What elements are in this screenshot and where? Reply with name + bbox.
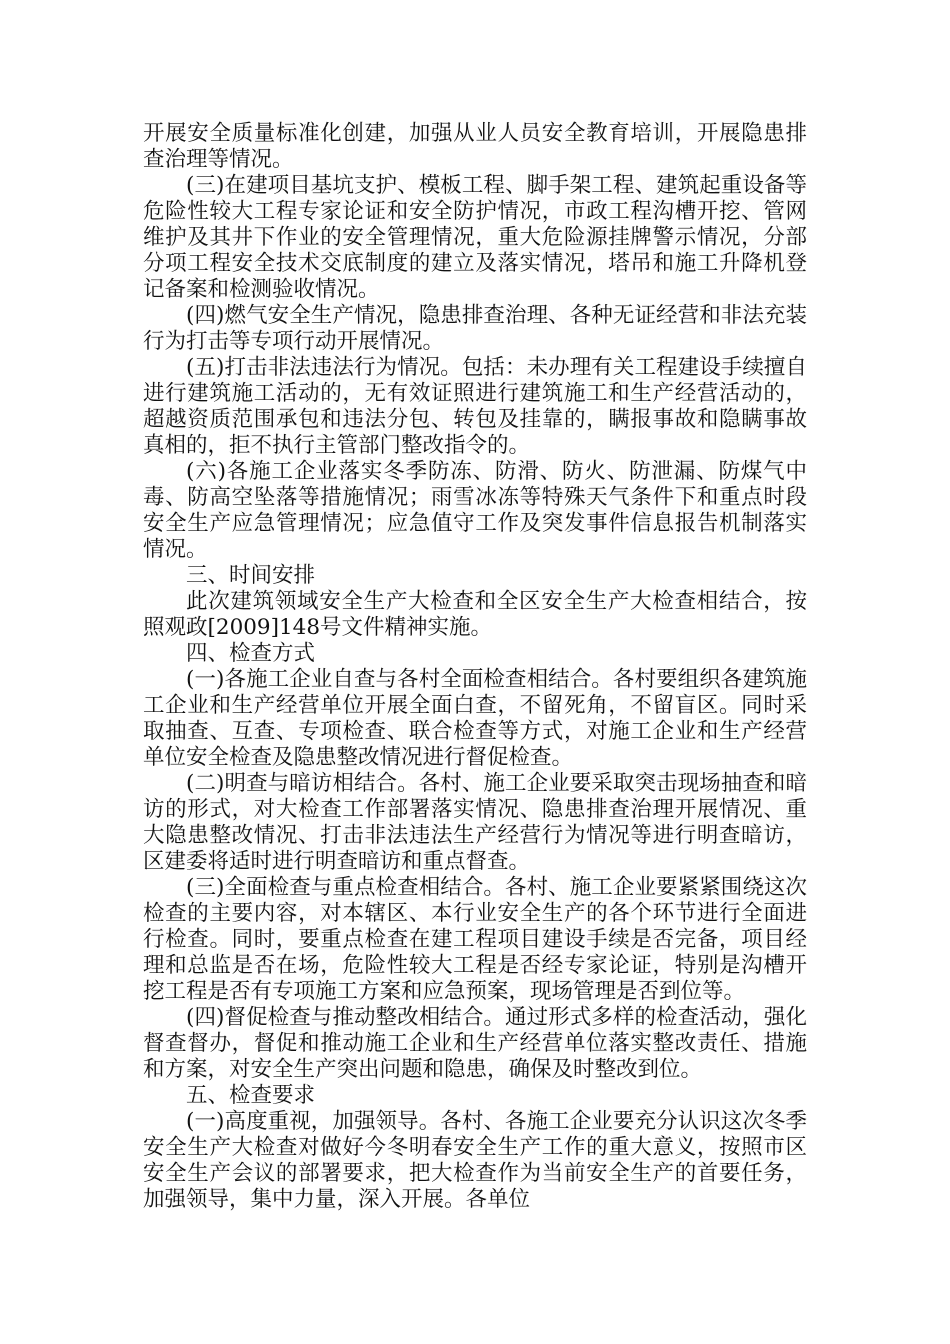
paragraph-requirement-1: (一)高度重视，加强领导。各村、各施工企业要充分认识这次冬季安全生产大检查对做好今冬明春安全生产工作的重大意义，按照市区安全生产会议的部署要求，把大检查作为当前安全生产的首要任务，加强领导，集中力量，深入开展。各单位	[143, 1109, 807, 1212]
paragraph-item-3: (三)在建项目基坑支护、模板工程、脚手架工程、建筑起重设备等危险性较大工程专家论证和安全防护情况，市政工程沟槽开挖、管网维护及其井下作业的安全管理情况，重大危险源挂牌警示情况，分部分项工程安全技术交底制度的建立及落实情况，塔吊和施工升降机登记备案和检测验收情况。	[143, 173, 807, 302]
paragraph-item-5: (五)打击非法违法行为情况。包括：未办理有关工程建设手续擅自进行建筑施工活动的，无有效证照进行建筑施工和生产经营活动的，超越资质范围承包和违法分包、转包及挂靠的，瞒报事故和隐瞒事故真相的，拒不执行主管部门整改指令的。	[143, 355, 807, 458]
section-heading-methods: 四、检查方式	[186, 641, 316, 666]
document-page	[143, 121, 807, 1213]
paragraph-method-1: (一)各施工企业自查与各村全面检查相结合。各村要组织各建筑施工企业和生产经营单位开展全面白查，不留死角，不留盲区。同时采取抽查、互查、专项检查、联合检查等方式，对施工企业和生产经营单位安全检查及隐患整改情况进行督促检查。	[143, 667, 807, 770]
paragraph-method-3: (三)全面检查与重点检查相结合。各村、施工企业要紧紧围绕这次检查的主要内容，对本辖区、本行业安全生产的各个环节进行全面进行检查。同时，要重点检查在建工程项目建设手续是否完备，项目经理和总监是否在场，危险性较大工程是否经专家论证，特别是沟槽开挖工程是否有专项施工方案和应急预案，现场管理是否到位等。	[143, 875, 807, 1004]
paragraph-continuation: 开展安全质量标准化创建，加强从业人员安全教育培训，开展隐患排查治理等情况。	[143, 121, 807, 172]
paragraph-method-2: (二)明查与暗访相结合。各村、施工企业要采取突击现场抽查和暗访的形式，对大检查工作部署落实情况、隐患排查治理开展情况、重大隐患整改情况、打击非法违法生产经营行为情况等进行明查暗访，区建委将适时进行明查暗访和重点督查。	[143, 771, 807, 874]
paragraph-schedule: 此次建筑领域安全生产大检查和全区安全生产大检查相结合，按照观政[2009]148号文件精神实施。	[143, 589, 807, 640]
section-heading-schedule: 三、时间安排	[186, 563, 316, 588]
paragraph-item-4: (四)燃气安全生产情况，隐患排查治理、各种无证经营和非法充装行为打击等专项行动开展情况。	[143, 303, 807, 354]
paragraph-item-6: (六)各施工企业落实冬季防冻、防滑、防火、防泄漏、防煤气中毒、防高空坠落等措施情况；雨雪冰冻等特殊天气条件下和重点时段安全生产应急管理情况；应急值守工作及突发事件信息报告机制落实情况。	[143, 459, 807, 562]
section-heading-requirements: 五、检查要求	[186, 1083, 316, 1108]
paragraph-method-4: (四)督促检查与推动整改相结合。通过形式多样的检查活动，强化督查督办，督促和推动施工企业和生产经营单位落实整改责任、措施和方案，对安全生产突出问题和隐患，确保及时整改到位。	[143, 1005, 807, 1082]
